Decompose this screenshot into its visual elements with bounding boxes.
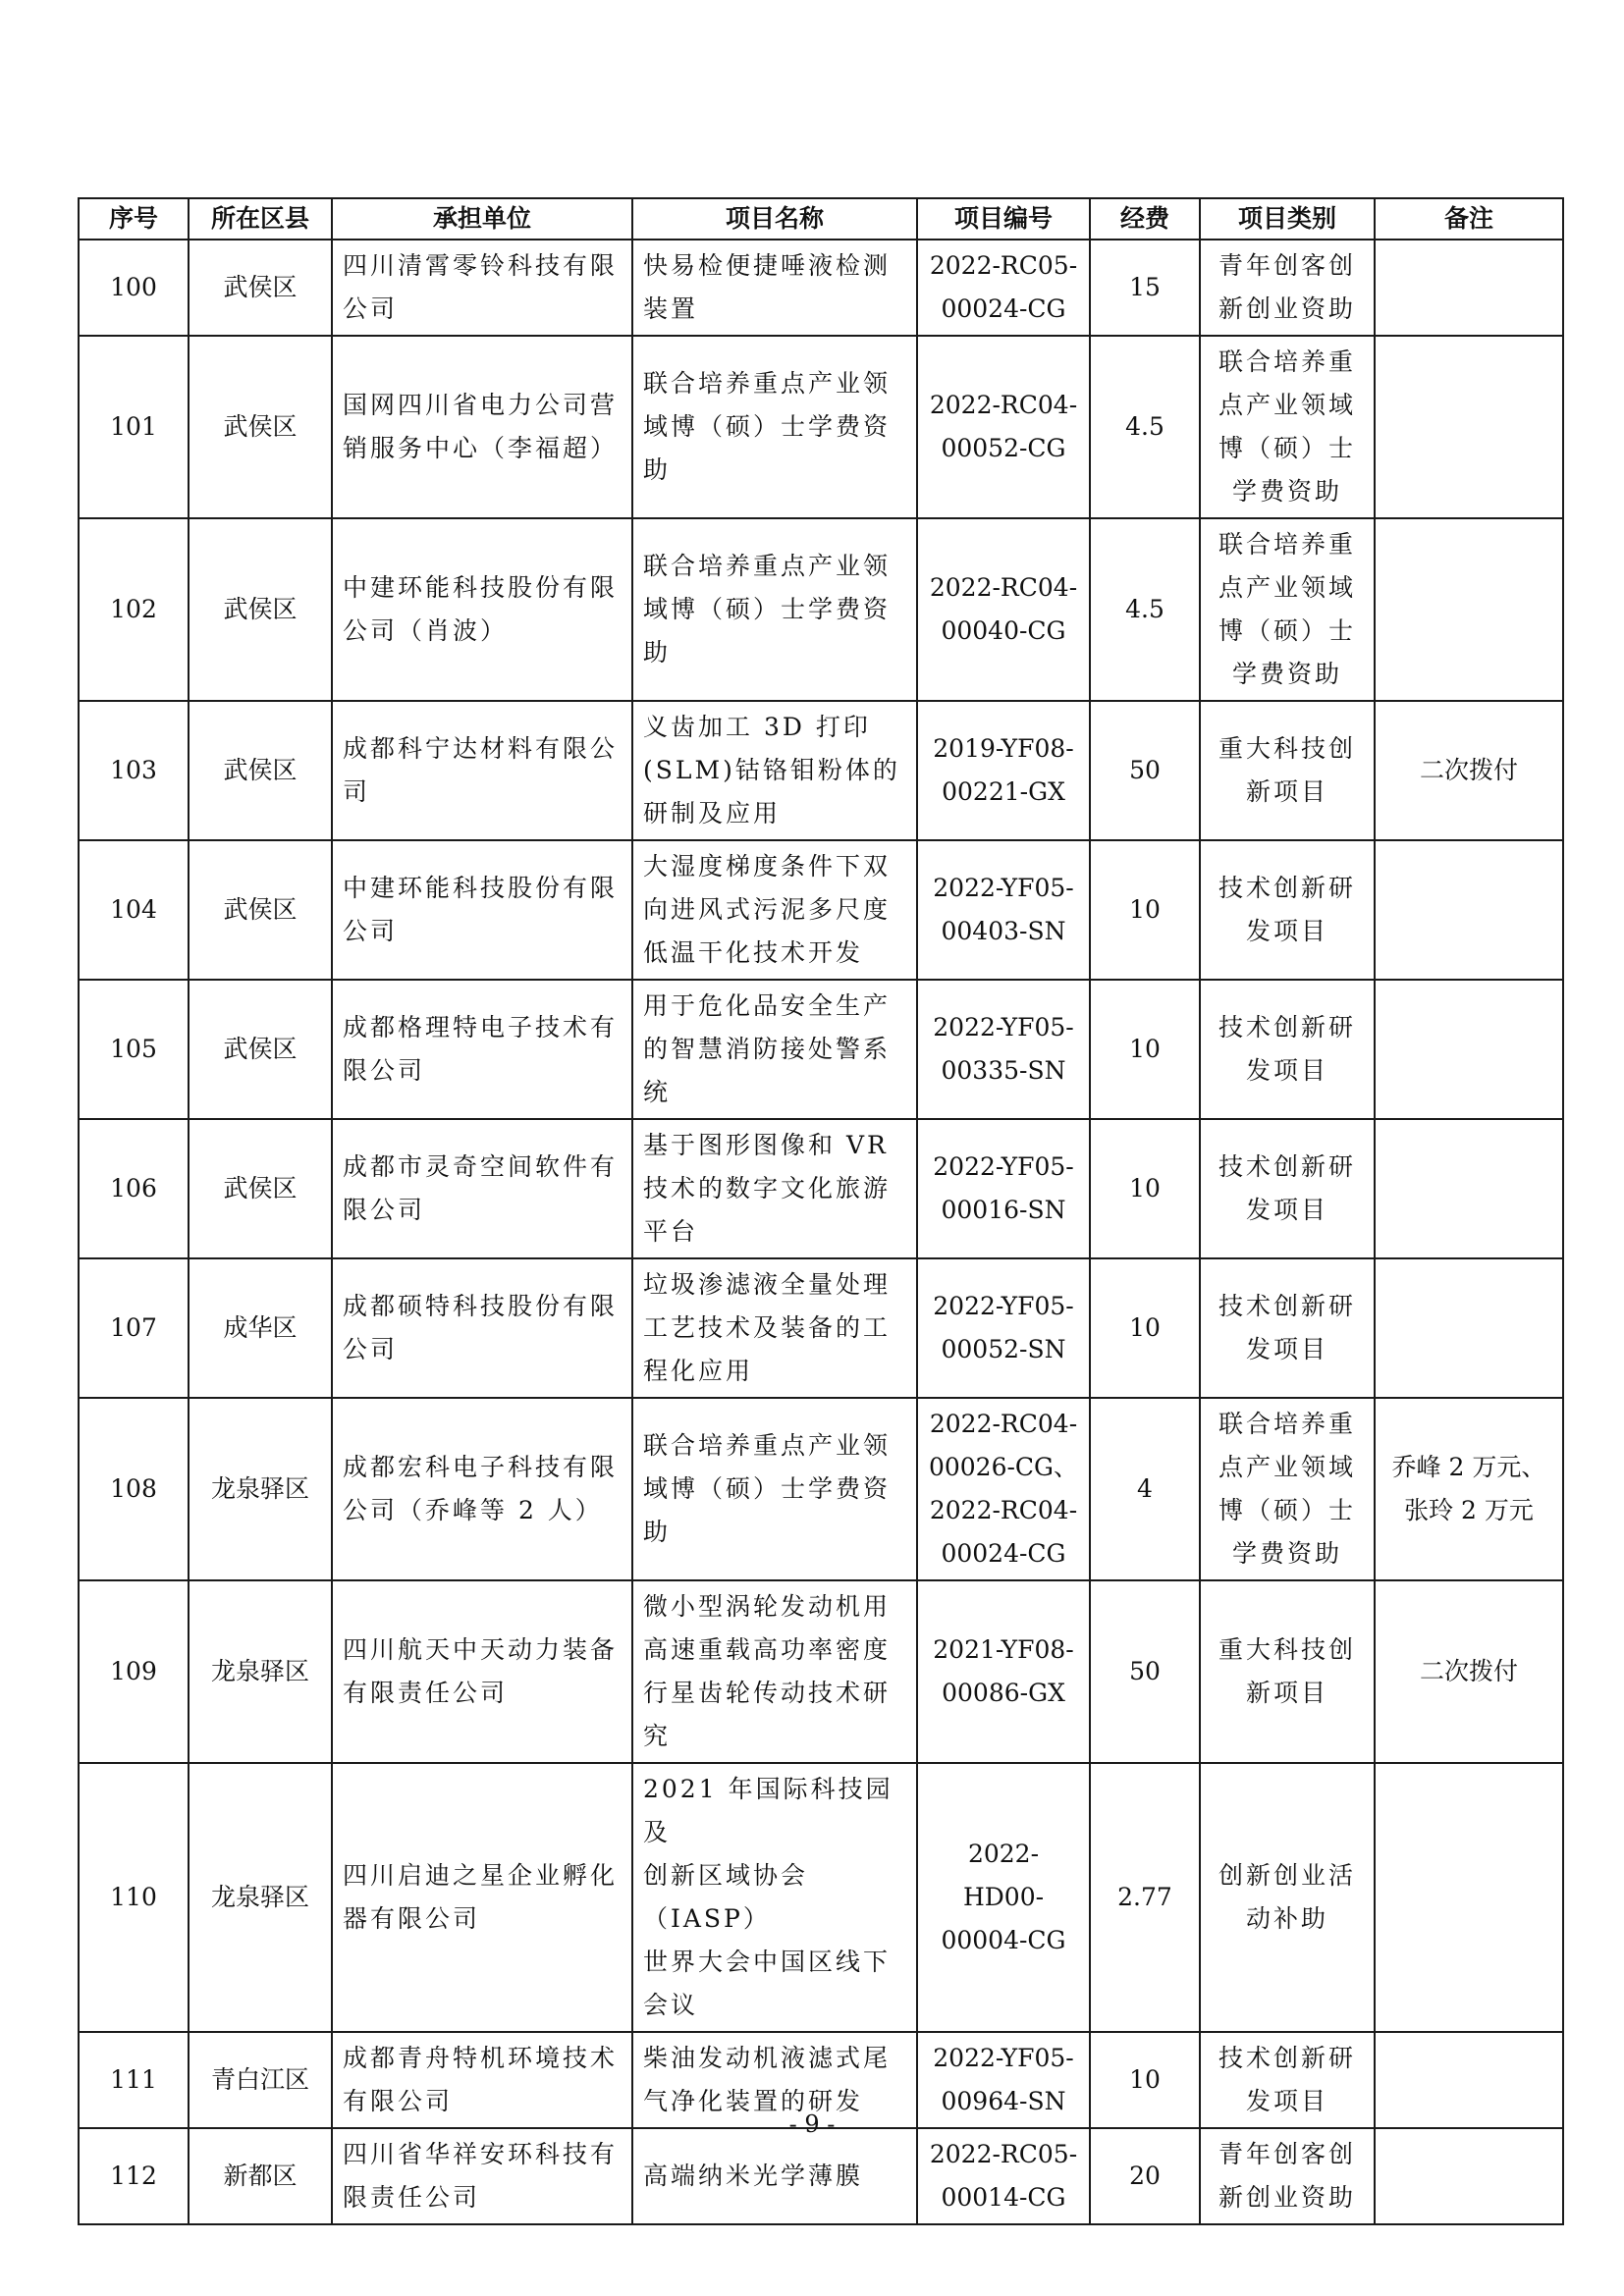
table-row: [79, 518, 1563, 701]
cell-unit: 四川航天中天动力装备 有限责任公司: [332, 1580, 632, 1763]
cell-category: 技术创新研 发项目: [1200, 2032, 1375, 2128]
table-body: [79, 240, 1563, 2224]
cell-unit: 成都青舟特机环境技术 有限公司: [332, 2032, 632, 2128]
cell-category: 联合培养重 点产业领域 博（硕）士 学费资助: [1200, 1398, 1375, 1580]
cell-code: 2021-YF08- 00086-GX: [917, 1580, 1090, 1763]
cell-district: 武侯区: [189, 518, 332, 701]
cell-remark: [1375, 1258, 1563, 1398]
cell-project: 2021 年国际科技园及 创新区域协会（IASP） 世界大会中国区线下 会议: [632, 1763, 917, 2032]
cell-funds: 10: [1090, 980, 1200, 1119]
cell-district: 武侯区: [189, 840, 332, 980]
cell-code: 2022-RC05- 00024-CG: [917, 240, 1090, 336]
cell-funds: 4.5: [1090, 518, 1200, 701]
cell-district: 武侯区: [189, 980, 332, 1119]
cell-remark: 乔峰 2 万元、 张玲 2 万元: [1375, 1398, 1563, 1580]
cell-no: 106: [79, 1119, 189, 1258]
header-category: 项目类别: [1200, 198, 1375, 240]
cell-category: 技术创新研 发项目: [1200, 980, 1375, 1119]
cell-project: 微小型涡轮发动机用 高速重载高功率密度 行星齿轮传动技术研 究: [632, 1580, 917, 1763]
cell-no: 105: [79, 980, 189, 1119]
cell-project: 高端纳米光学薄膜: [632, 2128, 917, 2224]
cell-funds: 50: [1090, 701, 1200, 840]
cell-funds: 10: [1090, 1119, 1200, 1258]
cell-project: 义齿加工 3D 打印 (SLM)钴铬钼粉体的 研制及应用: [632, 701, 917, 840]
table-row: [79, 980, 1563, 1119]
cell-code: 2022-YF05- 00335-SN: [917, 980, 1090, 1119]
cell-code: 2022-HD00- 00004-CG: [917, 1763, 1090, 2032]
cell-project: 用于危化品安全生产 的智慧消防接处警系 统: [632, 980, 917, 1119]
cell-unit: 四川清霄零铃科技有限 公司: [332, 240, 632, 336]
cell-code: 2022-RC05- 00014-CG: [917, 2128, 1090, 2224]
cell-unit: 成都宏科电子科技有限 公司（乔峰等 2 人）: [332, 1398, 632, 1580]
cell-code: 2022-RC04- 00026-CG、 2022-RC04- 00024-CG: [917, 1398, 1090, 1580]
cell-remark: 二次拨付: [1375, 1580, 1563, 1763]
cell-project: 联合培养重点产业领 域博（硕）士学费资 助: [632, 518, 917, 701]
cell-funds: 15: [1090, 240, 1200, 336]
cell-unit: 中建环能科技股份有限 公司（肖波）: [332, 518, 632, 701]
cell-code: 2022-YF05- 00403-SN: [917, 840, 1090, 980]
cell-district: 成华区: [189, 1258, 332, 1398]
table-row: [79, 336, 1563, 518]
cell-district: 武侯区: [189, 1119, 332, 1258]
cell-project: 垃圾渗滤液全量处理 工艺技术及装备的工 程化应用: [632, 1258, 917, 1398]
header-funds: 经费: [1090, 198, 1200, 240]
cell-no: 107: [79, 1258, 189, 1398]
header-unit: 承担单位: [332, 198, 632, 240]
table-row: [79, 1580, 1563, 1763]
cell-category: 联合培养重 点产业领域 博（硕）士 学费资助: [1200, 518, 1375, 701]
cell-funds: 50: [1090, 1580, 1200, 1763]
header-code: 项目编号: [917, 198, 1090, 240]
cell-code: 2022-YF05- 00052-SN: [917, 1258, 1090, 1398]
table-header-row: [79, 198, 1563, 240]
cell-district: 青白江区: [189, 2032, 332, 2128]
cell-code: 2022-RC04- 00040-CG: [917, 518, 1090, 701]
cell-remark: [1375, 336, 1563, 518]
project-funding-table: [78, 197, 1564, 2225]
cell-district: 武侯区: [189, 701, 332, 840]
cell-unit: 国网四川省电力公司营 销服务中心（李福超）: [332, 336, 632, 518]
cell-category: 重大科技创 新项目: [1200, 701, 1375, 840]
cell-no: 111: [79, 2032, 189, 2128]
cell-project: 联合培养重点产业领 域博（硕）士学费资 助: [632, 1398, 917, 1580]
cell-no: 109: [79, 1580, 189, 1763]
cell-project: 柴油发动机液滤式尾 气净化装置的研发: [632, 2032, 917, 2128]
cell-remark: [1375, 240, 1563, 336]
cell-district: 武侯区: [189, 336, 332, 518]
cell-no: 108: [79, 1398, 189, 1580]
cell-code: 2022-YF05- 00964-SN: [917, 2032, 1090, 2128]
header-project: 项目名称: [632, 198, 917, 240]
cell-no: 103: [79, 701, 189, 840]
cell-category: 技术创新研 发项目: [1200, 1119, 1375, 1258]
cell-category: 技术创新研 发项目: [1200, 1258, 1375, 1398]
cell-category: 联合培养重 点产业领域 博（硕）士 学费资助: [1200, 336, 1375, 518]
page-number: - 9 -: [788, 2110, 836, 2138]
cell-funds: 10: [1090, 1258, 1200, 1398]
cell-no: 102: [79, 518, 189, 701]
cell-unit: 成都市灵奇空间软件有 限公司: [332, 1119, 632, 1258]
cell-unit: 成都科宁达材料有限公 司: [332, 701, 632, 840]
cell-funds: 2.77: [1090, 1763, 1200, 2032]
cell-category: 创新创业活 动补助: [1200, 1763, 1375, 2032]
cell-remark: [1375, 1119, 1563, 1258]
cell-remark: [1375, 980, 1563, 1119]
table-row: [79, 701, 1563, 840]
table-row: [79, 240, 1563, 336]
cell-funds: 10: [1090, 2032, 1200, 2128]
cell-project: 快易检便捷唾液检测 装置: [632, 240, 917, 336]
cell-category: 技术创新研 发项目: [1200, 840, 1375, 980]
cell-unit: 四川启迪之星企业孵化 器有限公司: [332, 1763, 632, 2032]
cell-code: 2022-YF05- 00016-SN: [917, 1119, 1090, 1258]
table-row: [79, 840, 1563, 980]
cell-remark: 二次拨付: [1375, 701, 1563, 840]
cell-no: 100: [79, 240, 189, 336]
table-row: [79, 2128, 1563, 2224]
cell-code: 2019-YF08- 00221-GX: [917, 701, 1090, 840]
table-row: [79, 1258, 1563, 1398]
cell-project: 基于图形图像和 VR 技术的数字文化旅游 平台: [632, 1119, 917, 1258]
table-row: [79, 1763, 1563, 2032]
cell-unit: 成都硕特科技股份有限 公司: [332, 1258, 632, 1398]
cell-district: 龙泉驿区: [189, 1398, 332, 1580]
cell-project: 大湿度梯度条件下双 向进风式污泥多尺度 低温干化技术开发: [632, 840, 917, 980]
cell-funds: 4: [1090, 1398, 1200, 1580]
cell-district: 武侯区: [189, 240, 332, 336]
header-no: 序号: [79, 198, 189, 240]
cell-district: 新都区: [189, 2128, 332, 2224]
cell-no: 104: [79, 840, 189, 980]
cell-code: 2022-RC04- 00052-CG: [917, 336, 1090, 518]
cell-remark: [1375, 2128, 1563, 2224]
cell-no: 110: [79, 1763, 189, 2032]
cell-no: 101: [79, 336, 189, 518]
cell-district: 龙泉驿区: [189, 1763, 332, 2032]
cell-project: 联合培养重点产业领 域博（硕）士学费资 助: [632, 336, 917, 518]
cell-unit: 四川省华祥安环科技有 限责任公司: [332, 2128, 632, 2224]
header-district: 所在区县: [189, 198, 332, 240]
cell-remark: [1375, 1763, 1563, 2032]
cell-remark: [1375, 518, 1563, 701]
cell-district: 龙泉驿区: [189, 1580, 332, 1763]
cell-remark: [1375, 840, 1563, 980]
cell-category: 重大科技创 新项目: [1200, 1580, 1375, 1763]
cell-no: 112: [79, 2128, 189, 2224]
cell-category: 青年创客创 新创业资助: [1200, 2128, 1375, 2224]
cell-funds: 20: [1090, 2128, 1200, 2224]
header-remark: 备注: [1375, 198, 1563, 240]
cell-unit: 成都格理特电子技术有 限公司: [332, 980, 632, 1119]
cell-unit: 中建环能科技股份有限 公司: [332, 840, 632, 980]
cell-funds: 4.5: [1090, 336, 1200, 518]
cell-category: 青年创客创 新创业资助: [1200, 240, 1375, 336]
table-row: [79, 1398, 1563, 1580]
table-row: [79, 1119, 1563, 1258]
cell-funds: 10: [1090, 840, 1200, 980]
